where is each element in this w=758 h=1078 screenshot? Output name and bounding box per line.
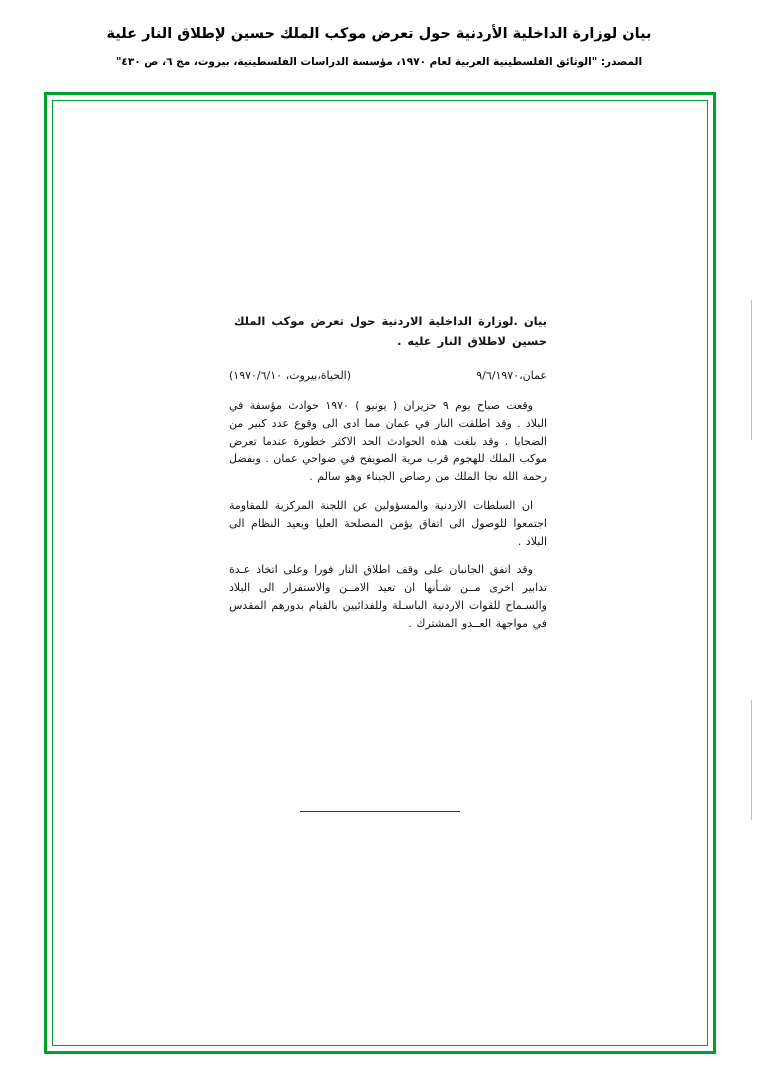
document-body (47, 311, 719, 644)
source-citation: المصدر: "الوثائق الفلسطينية العربية لعام ١٩٧٠، مؤسسة الدراسات الفلسطينية، بيروت، مج ٦، ص ٤٣٠" (115, 56, 643, 69)
dateline-source: (الحياة،بيروت، ١٩٧٠/٦/١٠) (229, 369, 352, 383)
paragraph-1: وقعت صباح يوم ٩ حزيران ( يونيو ) ١٩٧٠ حوادث مؤسفة في البلاد . وقد اطلقت النار في عمان مما ادى الى وقوع عدد كبير من الضحايا . وقد بلغت هذه الحوادث الحد الاكثر خطورة عندما تعرض موكب الملك للهجوم قرب مرية الصويفح في ضواحي عمان . وبفضل رحمة الله نجا الملك من رصاص الجبناء وهو سالم . (228, 398, 547, 484)
scan-artifact-lower (751, 700, 752, 820)
document-frame (44, 92, 716, 1054)
paragraph-2: ان السلطات الاردنية والمسؤولين عن اللجنة المركزية للمقاومة اجتمعوا للوصول الى اتفاق يؤمن المصلحة العليا ويعيد النظام الى البلاد . (229, 499, 547, 548)
document-heading: بيان .لوزارة الداخلية الاردنية حول تعرض موكب الملك حسين لاطلاق النار عليه . (233, 314, 547, 349)
scan-artifact-upper (751, 300, 752, 440)
page-header (0, 24, 758, 70)
dateline (229, 367, 547, 386)
paragraph-3: وقد اتفق الجانبان على وقف اطلاق النار فورا وعلى اتخاذ عـدة تدابير اخرى مــن شـأنها ان تعيد الامــن والاستقرار الى البلاد والسـماح للقوات الاردنية الباسـلة وللفدائيين بالقيام بدورهم المقدس في مواجهة العــدو المشترك . (229, 563, 547, 630)
page-title: بيان لوزارة الداخلية الأردنية حول تعرض موكب الملك حسين لإطلاق النار علية (106, 26, 652, 42)
horizontal-rule (300, 811, 460, 812)
dateline-place: عمان،٩/٦/١٩٧٠ (476, 369, 547, 383)
